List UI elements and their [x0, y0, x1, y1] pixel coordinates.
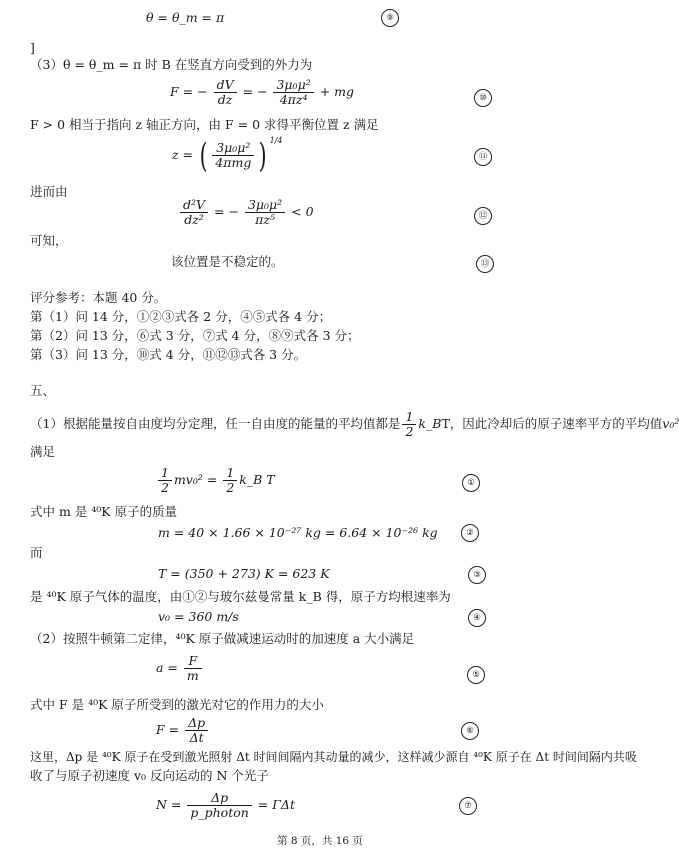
equation-number-11: ⑪: [474, 148, 492, 166]
equation-force: [170, 78, 354, 107]
eq-energy-mid: mv₀² =: [173, 472, 218, 487]
eq-energy-rhs: k_B T: [239, 472, 275, 487]
frac-num: Δp: [185, 716, 208, 731]
equation-number-12: ⑫: [474, 207, 492, 225]
then-text: 进而由: [30, 184, 68, 199]
equation-theta-m: θ = θ_m = π: [146, 10, 225, 25]
eq-d2v-rhs: < 0: [291, 204, 314, 219]
eq-fm-lhs: F =: [156, 722, 180, 737]
frac-den: m: [186, 668, 199, 683]
equation-photon-count: [156, 791, 295, 820]
frac-num: dV: [214, 78, 237, 93]
eq-d2v-frac2: [245, 198, 285, 227]
frac-den: 2: [405, 424, 414, 439]
frac-den: dz²: [184, 212, 204, 227]
part-1-intro-a: （1）根据能量按自由度均分定理，任一自由度的能量的平均值都是: [30, 416, 401, 431]
eq-fm-frac: [185, 716, 208, 745]
eq-z-exponent: 1/4: [269, 136, 283, 145]
momentum-description-1: 这里，Δp 是 ⁴⁰K 原子在受到激光照射 Δt 时间间隔内其动量的减少，这样减少源自 ⁴⁰K 原子在 Δt 时间间隔内共吸: [30, 750, 637, 764]
part-3-intro: （3）θ = θ_m = π 时 B 在竖直方向受到的外力为: [30, 57, 313, 72]
equation-equilibrium-z: [172, 135, 283, 176]
equation-mass: m = 40 × 1.66 × 10⁻²⁷ kg = 6.64 × 10⁻²⁶ kg: [158, 525, 438, 540]
eq-z-lhs: z =: [172, 147, 194, 162]
frac-num: 3μ₀μ²: [273, 78, 313, 93]
equation-acceleration: [156, 654, 204, 683]
equation-number-2: ②: [461, 524, 479, 542]
equation-number-7: ⑦: [459, 797, 477, 815]
eq-force-frac2: [273, 78, 313, 107]
equation-number-4: ④: [468, 609, 486, 627]
eq-force-mid: = −: [242, 84, 268, 99]
eq-accel-frac: [184, 654, 202, 683]
frac-den: 2: [161, 480, 169, 495]
part-1-intro: [30, 410, 679, 439]
eq-n-frac: [187, 791, 251, 820]
eq-energy-half2: [223, 466, 237, 495]
v0-squared: v₀²: [662, 416, 679, 431]
equation-number-10: ⑩: [474, 89, 492, 107]
right-paren: ): [258, 135, 267, 176]
part-1-intro-b: T，因此冷却后的原子速率平方的平均值: [441, 416, 663, 431]
eq-d2v-mid: = −: [214, 204, 239, 219]
page-footer: 第 8 页，共 16 页: [277, 835, 363, 847]
half-fraction: [402, 410, 416, 439]
section-5-heading: 五、: [30, 383, 56, 398]
mass-intro: 式中 m 是 ⁴⁰K 原子的质量: [30, 504, 178, 519]
frac-den: dz: [217, 92, 233, 107]
momentum-description-2: 收了与原子初速度 v₀ 反向运动的 N 个光子: [30, 768, 269, 783]
frac-num: Δp: [187, 791, 251, 806]
frac-num: 1: [223, 466, 237, 481]
eq-force-lhs: F = −: [170, 84, 208, 99]
equation-number-5: ⑤: [467, 666, 485, 684]
equation-number-9: ⑨: [381, 9, 399, 27]
equation-second-derivative: [178, 198, 314, 227]
unstable-statement: 该位置是不稳定的。: [171, 254, 284, 269]
frac-den: πz⁵: [255, 212, 275, 227]
eq-force-frac1: [214, 78, 237, 107]
frac-num: 3μ₀μ²: [245, 198, 285, 213]
frac-num: F: [184, 654, 202, 669]
scoring-part-1: 第（1）问 14 分，①②③式各 2 分，④⑤式各 4 分；: [30, 309, 332, 324]
frac-den: Δt: [189, 730, 204, 745]
frac-num: d²V: [180, 198, 208, 213]
frac-den: 4πmg: [215, 155, 252, 170]
equation-force-momentum: [156, 716, 210, 745]
bracket-mark: ]: [30, 40, 35, 55]
equation-velocity: v₀ = 360 m/s: [158, 609, 239, 624]
left-paren: (: [199, 135, 208, 176]
frac-den: p_photon: [190, 805, 249, 820]
frac-num: 1: [158, 466, 172, 481]
eq-n-rhs: = ΓΔt: [257, 797, 295, 812]
frac-num: 3μ₀μ²: [212, 141, 254, 156]
satisfy-text: 满足: [30, 444, 56, 459]
eq-energy-half1: [158, 466, 172, 495]
equation-number-6: ⑥: [461, 722, 479, 740]
frac-den: 2: [226, 480, 235, 495]
scoring-title: 评分参考：本题 40 分。: [30, 290, 167, 305]
part-2-intro: （2）按照牛顿第二定律，⁴⁰K 原子做减速运动时的加速度 a 大小满足: [30, 631, 415, 646]
equation-number-1: ①: [462, 474, 480, 492]
equation-temperature: T = (350 + 273) K = 623 K: [158, 566, 330, 581]
frac-num: 1: [402, 410, 416, 425]
scoring-part-3: 第（3）问 13 分，⑩式 4 分，⑪⑫⑬式各 3 分。: [30, 347, 307, 362]
eq-accel-lhs: a =: [156, 660, 178, 675]
force-intro: 式中 F 是 ⁴⁰K 原子所受到的激光对它的作用力的大小: [30, 697, 324, 712]
equation-energy: [156, 466, 275, 495]
temperature-description: 是 ⁴⁰K 原子气体的温度，由①②与玻尔兹曼常量 k_B 得，原子方均根速率为: [30, 589, 451, 604]
eq-force-rhs: + mg: [319, 84, 355, 99]
and-text: 而: [30, 545, 43, 560]
thus-text: 可知，: [30, 233, 68, 248]
equilibrium-text: F > 0 相当于指向 z 轴正方向，由 F = 0 求得平衡位置 z 满足: [30, 117, 379, 132]
kb-symbol: k_B: [418, 416, 442, 431]
eq-n-lhs: N =: [156, 797, 182, 812]
equation-number-13: ⑬: [476, 255, 494, 273]
eq-z-frac: [212, 141, 254, 170]
equation-number-3: ③: [468, 566, 486, 584]
frac-den: 4πz⁴: [279, 92, 308, 107]
eq-d2v-frac: [180, 198, 208, 227]
scoring-part-2: 第（2）问 13 分，⑥式 3 分，⑦式 4 分，⑧⑨式各 3 分；: [30, 328, 360, 343]
